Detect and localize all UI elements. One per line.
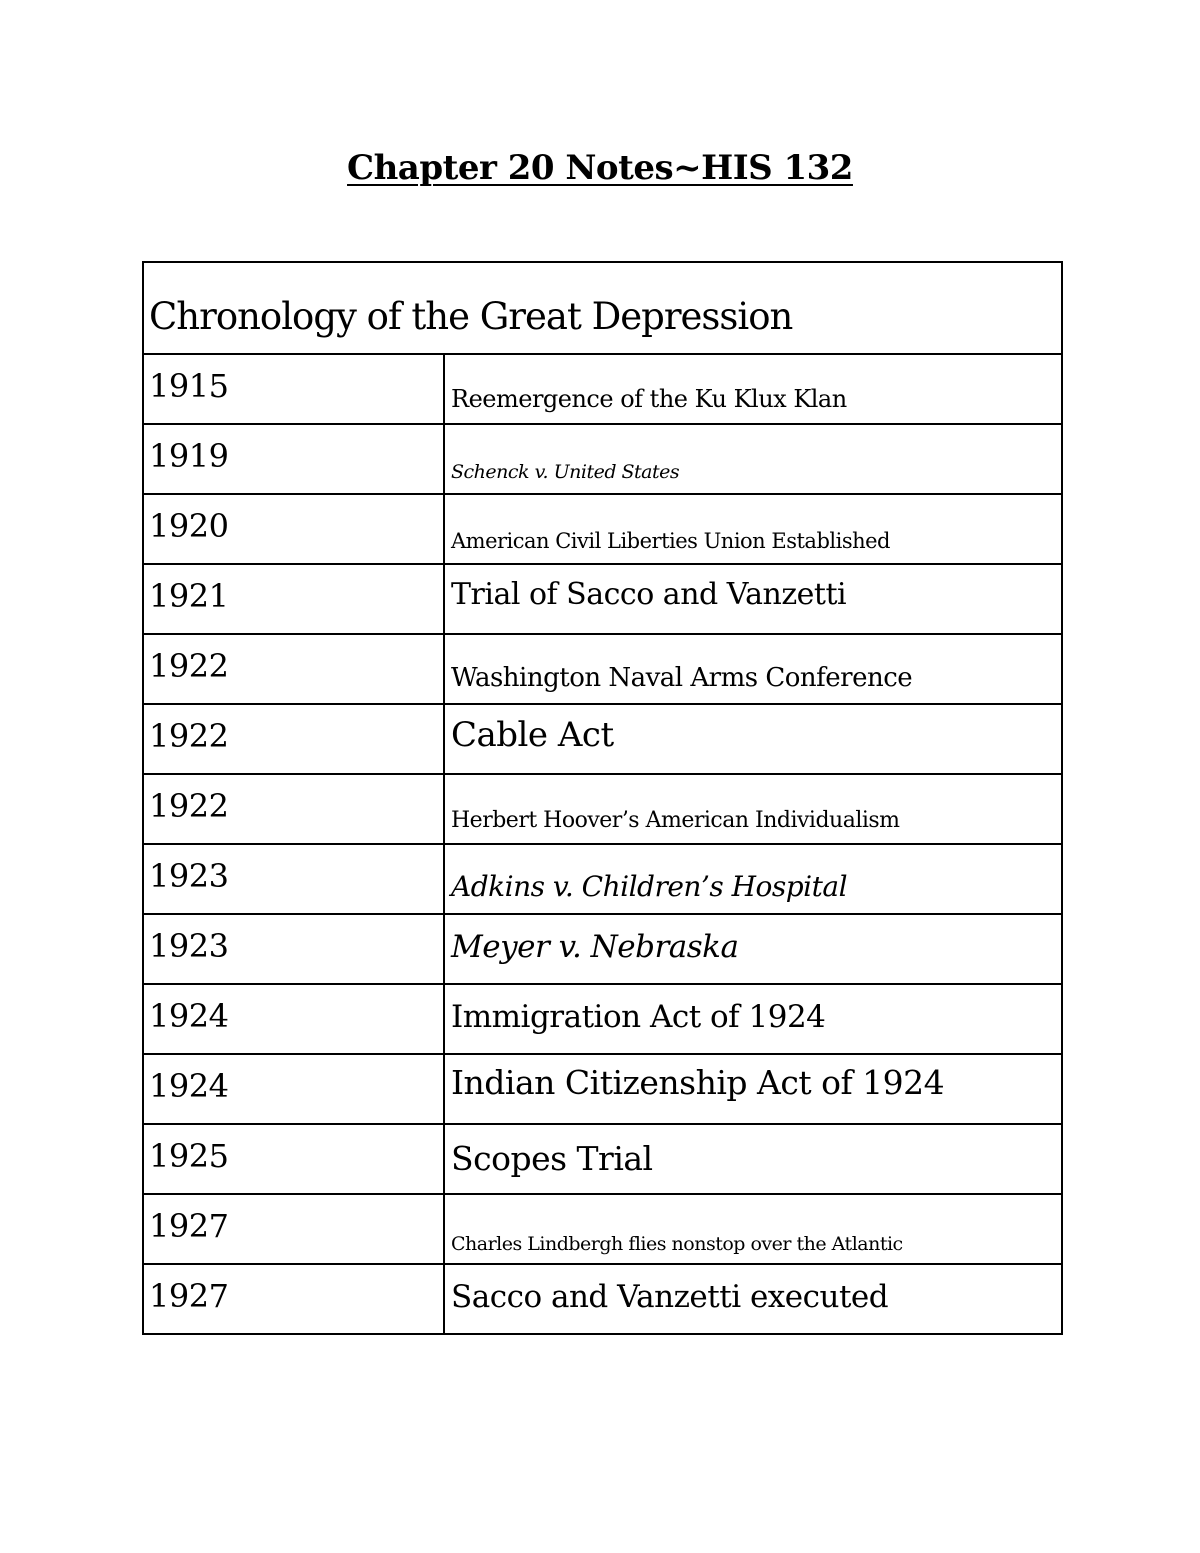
table-row xyxy=(143,914,1062,984)
event-text: Scopes Trial xyxy=(451,1139,653,1178)
event-cell xyxy=(444,774,1062,844)
year-cell: 1925 xyxy=(143,1124,444,1194)
year-cell: 1920 xyxy=(143,494,444,564)
table-row xyxy=(143,1264,1062,1334)
event-text: Schenck v. United States xyxy=(451,461,680,483)
table-row xyxy=(143,1054,1062,1124)
event-text: Charles Lindbergh flies nonstop over the Atlantic xyxy=(451,1233,903,1255)
table-row xyxy=(143,424,1062,494)
table-header: Chronology of the Great Depression xyxy=(143,262,1062,354)
event-cell xyxy=(444,984,1062,1054)
event-cell xyxy=(444,844,1062,914)
table-header-row xyxy=(143,262,1062,354)
year-cell: 1927 xyxy=(143,1194,444,1264)
table-row xyxy=(143,634,1062,704)
event-text: Herbert Hoover’s American Individualism xyxy=(451,808,900,833)
year-cell: 1919 xyxy=(143,424,444,494)
event-text: Cable Act xyxy=(451,715,614,755)
event-cell xyxy=(444,564,1062,634)
year-cell: 1923 xyxy=(143,844,444,914)
year-cell: 1924 xyxy=(143,984,444,1054)
event-cell xyxy=(444,1264,1062,1334)
table-row xyxy=(143,494,1062,564)
table-row xyxy=(143,1194,1062,1264)
event-cell xyxy=(444,1124,1062,1194)
year-cell: 1923 xyxy=(143,914,444,984)
page-title: Chapter 20 Notes~HIS 132 xyxy=(347,148,853,188)
event-text: Reemergence of the Ku Klux Klan xyxy=(451,385,847,413)
event-cell xyxy=(444,914,1062,984)
event-text: Indian Citizenship Act of 1924 xyxy=(451,1063,945,1102)
table-row xyxy=(143,844,1062,914)
event-cell xyxy=(444,1054,1062,1124)
event-cell xyxy=(444,494,1062,564)
year-cell: 1921 xyxy=(143,564,444,634)
year-cell: 1924 xyxy=(143,1054,444,1124)
table-row xyxy=(143,1124,1062,1194)
event-text: Meyer v. Nebraska xyxy=(451,929,739,965)
year-cell: 1922 xyxy=(143,704,444,774)
event-cell xyxy=(444,634,1062,704)
year-cell: 1927 xyxy=(143,1264,444,1334)
table-row xyxy=(143,564,1062,634)
table-row xyxy=(143,774,1062,844)
year-cell: 1915 xyxy=(143,354,444,424)
table-row xyxy=(143,354,1062,424)
event-text: Sacco and Vanzetti executed xyxy=(451,1279,889,1315)
chronology-table xyxy=(142,261,1063,1335)
event-text: Washington Naval Arms Conference xyxy=(451,663,913,693)
event-text: Trial of Sacco and Vanzetti xyxy=(451,577,847,612)
event-text: Adkins v. Children’s Hospital xyxy=(451,870,848,903)
event-cell xyxy=(444,1194,1062,1264)
table-row xyxy=(143,984,1062,1054)
year-cell: 1922 xyxy=(143,774,444,844)
event-cell xyxy=(444,354,1062,424)
event-text: Immigration Act of 1924 xyxy=(451,999,826,1035)
event-text: American Civil Liberties Union Established xyxy=(451,529,891,553)
table-row xyxy=(143,704,1062,774)
year-cell: 1922 xyxy=(143,634,444,704)
event-cell xyxy=(444,704,1062,774)
event-cell xyxy=(444,424,1062,494)
